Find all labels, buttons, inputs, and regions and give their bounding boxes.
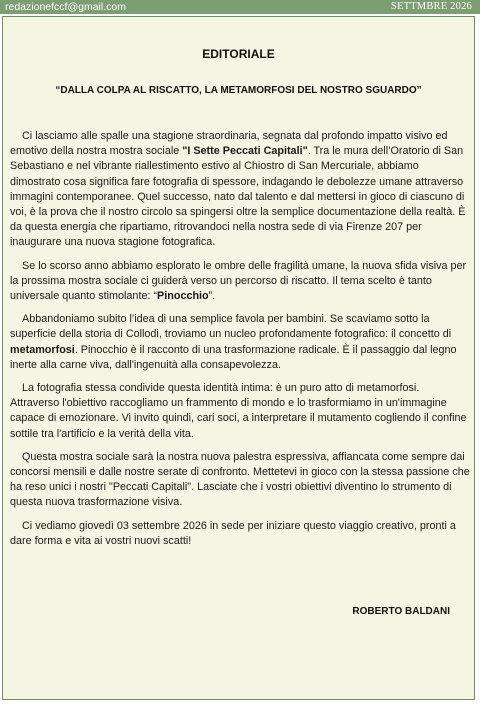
paragraph-3-text: Abbandoniamo subito l’idea di una semplice favola per bambini. Se scaviamo sotto la superficie della storia di Collodi, troviamo un nucleo profondamente fotografico: il concetto di	[10, 313, 452, 341]
author-signature: ROBERTO BALDANI	[352, 606, 450, 617]
issue-month: SETTMBRE 2026	[390, 1, 472, 12]
paragraph-3-text-cont: . Pinocchio è il racconto di una trasformazione radicale. È il passaggio dal legno inerte alla carne viva, dall'ingenuità alla consapevolezza.	[10, 343, 457, 371]
theme-name: Pinocchio	[157, 290, 209, 303]
editorial-title: EDITORIALE	[202, 47, 275, 61]
contact-email: redazionefccf@gmail.com	[5, 1, 126, 13]
paragraph-1	[10, 129, 470, 251]
paragraph-2	[10, 259, 470, 305]
paragraph-2-text-end: ”.	[208, 290, 216, 303]
paragraph-1-text: Ci lasciamo alle spalle una stagione straordinaria, segnata dal profondo impatto visivo ed emotivo della nostra mostra sociale	[10, 130, 448, 158]
paragraph-1-text-cont: . Tra le mura dell’Oratorio di San Sebastiano e nel vibrante riallestimento estivo al Chiostro di San Mercuriale, abbiamo dimostrato cosa significa fare fotografia di spessore, indagando le debolezze umane attraverso immagini contemporanee. Quel successo, nato dal talento e dal mettersi in gioco di ciascuno di voi, è la prova che il nostro circolo sa spingersi oltre la semplice documentazione della realtà. È da questa energia che ripartiamo, ritrovandoci nella nostra sede di via Firenze 207 per inaugurare una nuova stagione fotografica.	[10, 145, 466, 249]
paragraph-6: Ci vediamo giovedì 03 settembre 2026 in sede per iniziare questo viaggio creativo, pronti a dare forma e vita ai vostri nuovi scatti!	[10, 519, 456, 547]
paragraph-3	[10, 312, 470, 373]
header-bar	[0, 0, 480, 14]
keyword-metamorfosi: metamorfosi	[10, 343, 75, 356]
editorial-panel	[2, 16, 475, 700]
paragraph-2-text: Se lo scorso anno abbiamo esplorato le ombre delle fragilità umane, la nuova sfida visiva per la prossima mostra sociale ci guiderà verso un percorso di riscatto. Il tema scelto è tanto universale quanto stimolante: “	[10, 259, 467, 303]
paragraph-4: La fotografia stessa condivide questa identità intima: è un puro atto di metamorfosi. Attraverso l'obiettivo raccogliamo un frammento di mondo e lo trasformiamo in un'immagine capace di emozionare. Vi invito quindi, cari soci, a interpretare il mutamento cogliendo il confine sottile tra l'artificio e la verità della vita.	[10, 382, 467, 440]
paragraph-5: Questa mostra sociale sarà la nostra nuova palestra espressiva, affiancata come sempre dai concorsi mensili e dalle nostre serate di confronto. Mettetevi in gioco con la stessa passione che ha reso unici i nostri "Peccati Capitali". Lasciate che i vostri obiettivi diventino lo strumento di questa nuova trasformazione visiva.	[10, 450, 470, 509]
editorial-subtitle: “DALLA COLPA AL RISCATTO, LA METAMORFOSI DEL NOSTRO SGUARDO”	[55, 85, 422, 96]
editorial-body	[10, 129, 470, 557]
exhibition-title: "I Sette Peccati Capitali"	[182, 145, 308, 158]
